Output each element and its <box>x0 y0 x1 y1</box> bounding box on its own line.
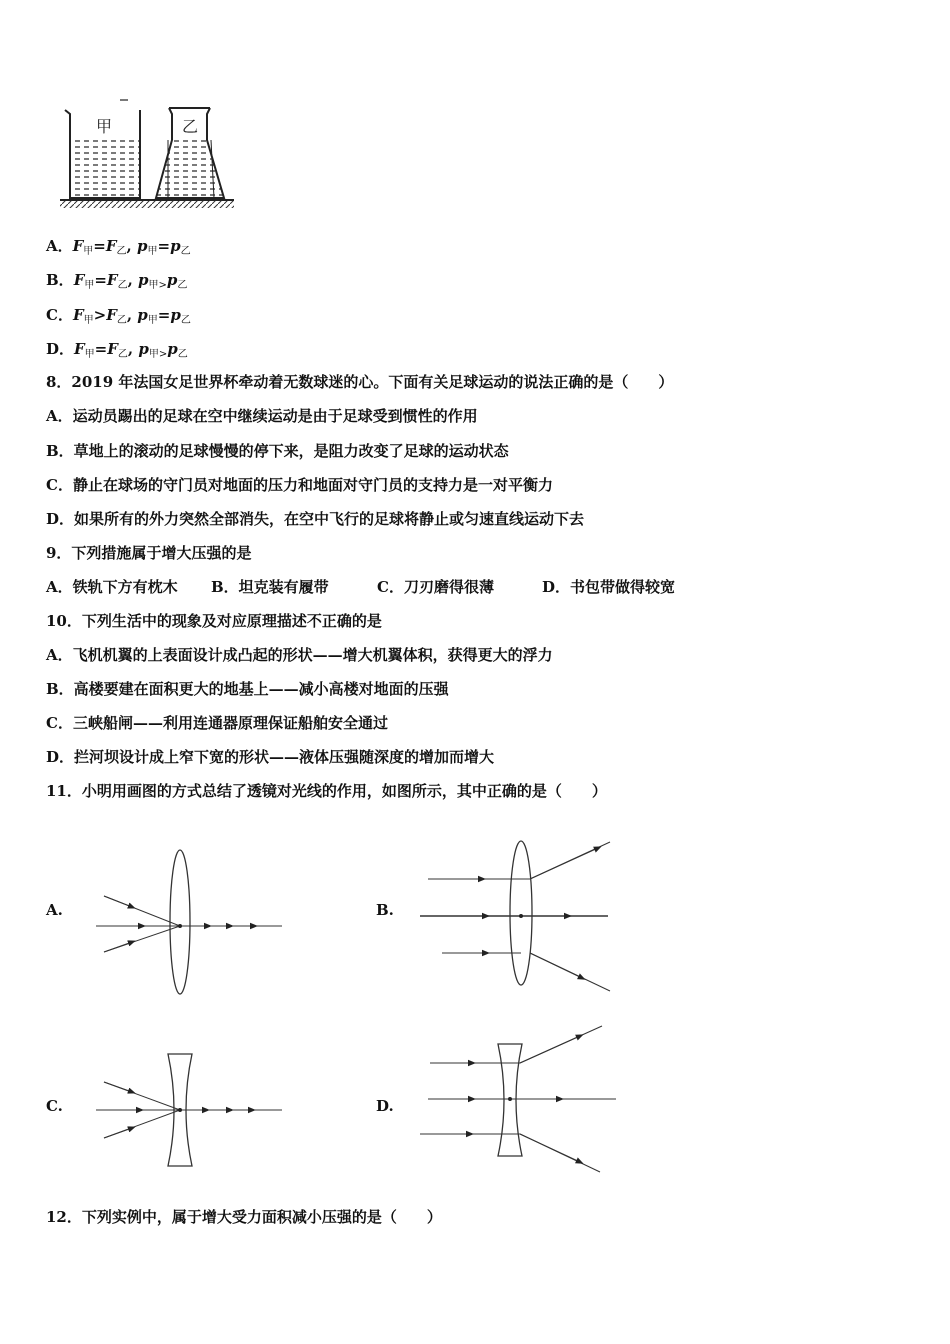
ray-lower-arrow <box>104 942 132 952</box>
q11-label-b: B. <box>376 901 394 919</box>
lens-diagram-b <box>420 836 620 996</box>
q10-option-b: B．高楼要建在面积更大的地基上——减小高楼对地面的压强 <box>46 680 449 698</box>
q10-stem: 10．下列生活中的现象及对应原理描述不正确的是 <box>46 612 382 630</box>
convex-lens <box>170 850 190 994</box>
lens-diagram-d <box>416 1022 620 1174</box>
beaker-left-label: 甲 <box>96 117 113 136</box>
beakers-figure <box>56 96 238 212</box>
ray-bot-out-arrow <box>520 1134 580 1162</box>
ray-upper-arrow <box>104 1082 132 1092</box>
q7-option-c: C．$F_甲>F_乙$, $p_甲=p_乙$ <box>46 306 191 326</box>
optical-center <box>508 1097 512 1101</box>
beaker-left <box>65 100 140 198</box>
optical-center <box>178 1108 182 1112</box>
ray-upper-arrow <box>104 896 132 907</box>
convex-lens <box>510 841 532 985</box>
lens-diagram-c <box>90 1050 290 1172</box>
q12-stem: 12．下列实例中，属于增大受力面积减小压强的是（ ） <box>46 1208 442 1226</box>
q8-stem: 8．2019 年法国女足世界杯牵动着无数球迷的心。下面有关足球运动的说法正确的是（ ） <box>46 373 674 391</box>
q9-option-d: D．书包带做得较宽 <box>542 578 676 596</box>
beaker-right-label: 乙 <box>182 117 199 136</box>
q10-option-a: A．飞机机翼的上表面设计成凸起的形状——增大机翼体积，获得更大的浮力 <box>46 646 553 664</box>
optical-center <box>178 924 182 928</box>
q11-label-a: A. <box>46 901 63 919</box>
ray-lower-arrow <box>104 1128 132 1138</box>
q10-option-d: D．拦河坝设计成上窄下宽的形状——液体压强随深度的增加而增大 <box>46 748 495 766</box>
q7-option-b: B．$F_甲=F_乙$, $p_{甲>}p_乙$ <box>46 271 188 291</box>
q8-option-a: A．运动员踢出的足球在空中继续运动是由于足球受到惯性的作用 <box>46 407 478 425</box>
q7-option-d: D．$F_甲=F_乙$, $p_{甲>}p_乙$ <box>46 340 188 360</box>
ray-bot-out-arrow <box>530 953 582 978</box>
q11-label-d: D. <box>376 1097 394 1115</box>
q11-stem: 11．小明用画图的方式总结了透镜对光线的作用，如图所示，其中正确的是（ ） <box>46 782 607 800</box>
q10-option-c: C．三峡船闸——利用连通器原理保证船舶安全通过 <box>46 714 388 732</box>
ray-top-out-arrow <box>520 1036 580 1063</box>
q8-option-c: C．静止在球场的守门员对地面的压力和地面对守门员的支持力是一对平衡力 <box>46 476 553 494</box>
q9-option-a: A．铁轨下方有枕木 <box>46 578 178 596</box>
lens-diagram-a <box>90 846 290 998</box>
q7-option-a: A．$F_甲=F_乙$, $p_甲=p_乙$ <box>46 237 191 257</box>
optical-center <box>519 914 523 918</box>
q8-option-b: B．草地上的滚动的足球慢慢的停下来，是阻力改变了足球的运动状态 <box>46 442 509 460</box>
q9-option-b: B．坦克装有履带 <box>211 578 329 596</box>
ground <box>60 200 234 208</box>
q8-option-d: D．如果所有的外力突然全部消失，在空中飞行的足球将静止或匀速直线运动下去 <box>46 510 585 528</box>
q9-stem: 9．下列措施属于增大压强的是 <box>46 544 252 562</box>
q9-option-c: C．刀刃磨得很薄 <box>377 578 494 596</box>
ray-top-out-arrow <box>530 848 598 879</box>
q11-label-c: C. <box>46 1097 63 1115</box>
